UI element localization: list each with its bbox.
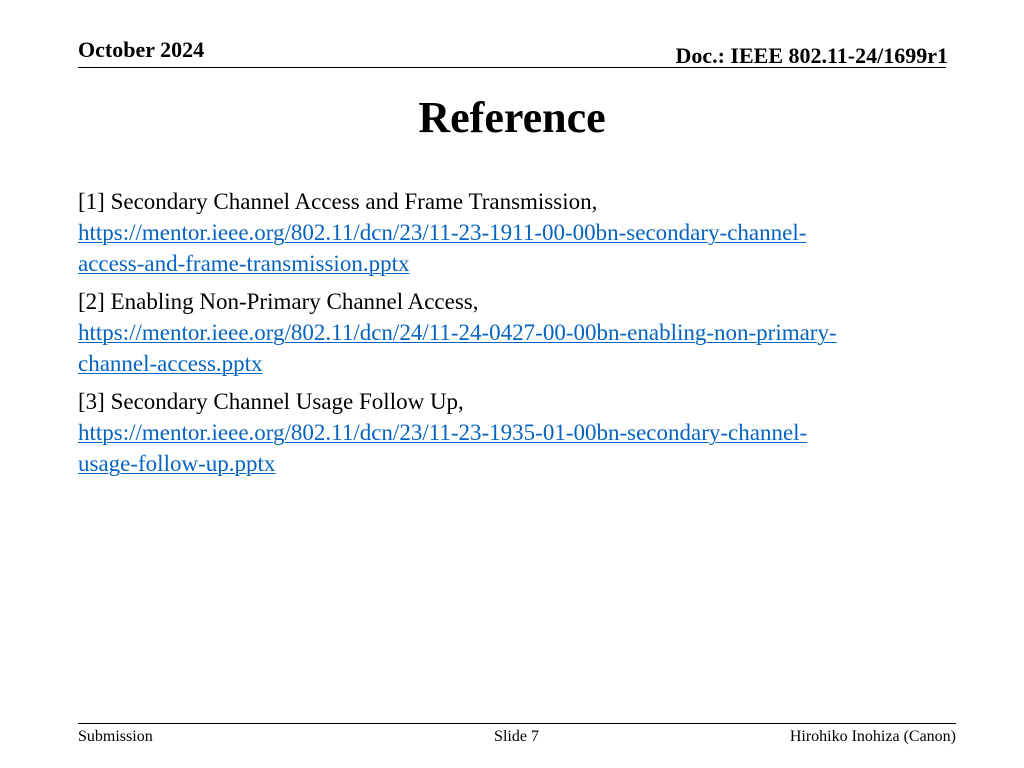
header-doc-id: Doc.: IEEE 802.11-24/1699r1 [675, 43, 948, 68]
reference-item-2 [78, 286, 978, 379]
reference-link-line[interactable]: https://mentor.ieee.org/802.11/dcn/23/11-23-1935-01-00bn-secondary-channel- [78, 420, 808, 445]
reference-link[interactable] [78, 217, 978, 279]
reference-item-1 [78, 186, 978, 279]
footer-divider [78, 723, 956, 724]
header-divider [78, 67, 946, 68]
reference-title: [1] Secondary Channel Access and Frame Transmission, [78, 189, 598, 214]
reference-link-line[interactable]: https://mentor.ieee.org/802.11/dcn/24/11-24-0427-00-00bn-enabling-non-primary- [78, 320, 837, 345]
reference-title: [3] Secondary Channel Usage Follow Up, [78, 389, 464, 414]
footer-slide-number: Slide 7 [494, 728, 539, 745]
footer-submission: Submission [78, 728, 153, 745]
footer-author: Hirohiko Inohiza (Canon) [789, 728, 956, 745]
reference-title: [2] Enabling Non-Primary Channel Access, [78, 289, 479, 314]
reference-link-line[interactable]: channel-access.pptx [78, 351, 263, 376]
reference-link[interactable] [78, 317, 978, 379]
reference-link-line[interactable]: access-and-frame-transmission.pptx [78, 251, 410, 276]
reference-list [78, 186, 978, 486]
reference-item-3 [78, 386, 978, 479]
reference-link[interactable] [78, 417, 978, 479]
header-date: October 2024 [78, 37, 205, 62]
reference-link-line[interactable]: https://mentor.ieee.org/802.11/dcn/23/11-23-1911-00-00bn-secondary-channel- [78, 220, 807, 245]
slide-title: Reference [418, 93, 606, 142]
reference-link-line[interactable]: usage-follow-up.pptx [78, 451, 276, 476]
